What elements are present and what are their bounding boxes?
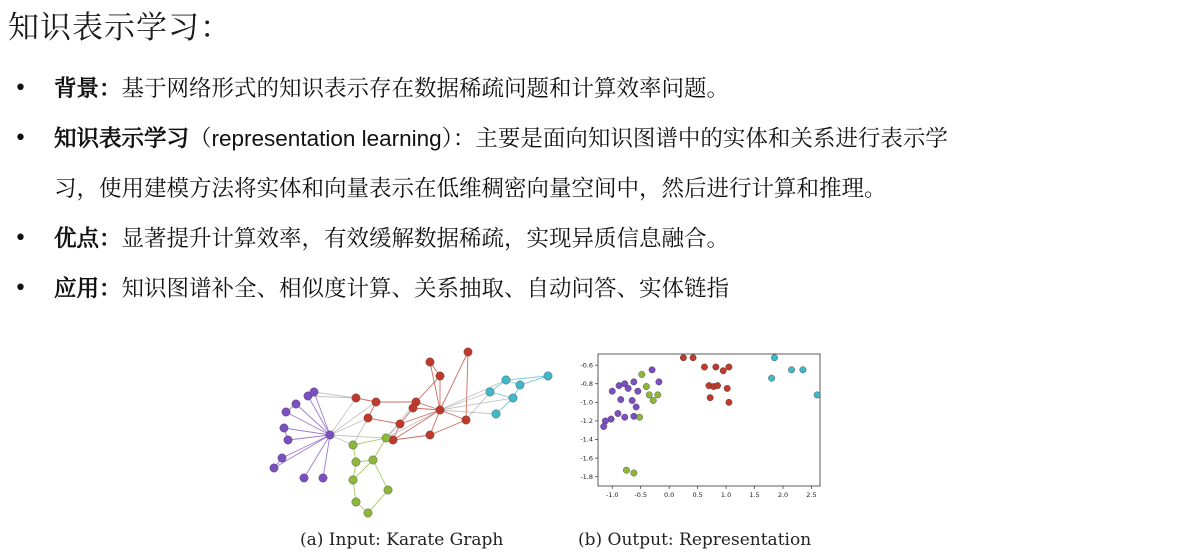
scatter-point xyxy=(714,382,720,388)
scatter-point xyxy=(635,388,641,394)
scatter-point xyxy=(656,379,662,385)
graph-node xyxy=(492,410,500,418)
graph-edge xyxy=(466,352,468,420)
bullet-label: 知识表示学习 xyxy=(54,126,190,152)
graph-node xyxy=(270,464,278,472)
scatter-point xyxy=(713,364,719,370)
caption-input: (a) Input: Karate Graph xyxy=(300,530,504,550)
graph-node xyxy=(462,416,470,424)
graph-edge xyxy=(288,435,330,440)
graph-node xyxy=(372,398,380,406)
scatter-point xyxy=(646,392,652,398)
scatter-point xyxy=(814,392,820,398)
bullet-label: 优点： xyxy=(54,226,122,252)
graph-node xyxy=(282,408,290,416)
graph-node xyxy=(436,406,444,414)
graph-node xyxy=(352,394,360,402)
graph-edge xyxy=(368,418,400,424)
y-tick-label: -1.2 xyxy=(580,417,593,426)
graph-node xyxy=(426,358,434,366)
x-tick-label: 0.5 xyxy=(692,491,703,499)
graph-node xyxy=(284,436,292,444)
slide-title: 知识表示学习： xyxy=(8,10,232,46)
scatter-point xyxy=(690,355,696,361)
scatter-point xyxy=(726,399,732,405)
scatter-point xyxy=(800,367,806,373)
scatter-point xyxy=(680,355,686,361)
bullet-text: 基于网络形式的知识表示存在数据稀疏问题和计算效率问题。 xyxy=(121,76,730,102)
y-tick-label: -1.8 xyxy=(580,472,593,481)
graph-node xyxy=(364,509,372,517)
bullet-label: 应用： xyxy=(54,276,122,302)
scatter-point xyxy=(623,467,629,473)
graph-edge xyxy=(353,438,386,445)
y-tick-label: -0.6 xyxy=(580,361,593,370)
x-tick-label: -0.5 xyxy=(634,491,648,499)
plot-frame xyxy=(598,354,820,486)
graph-node xyxy=(464,348,472,356)
x-tick-label: 1.0 xyxy=(720,491,732,499)
graph-edge xyxy=(274,435,330,468)
bullet-dot: • xyxy=(14,276,27,301)
x-tick-label: 2.0 xyxy=(777,491,789,499)
x-tick-label: -1.0 xyxy=(605,491,619,499)
scatter-point xyxy=(701,364,707,370)
bullet-continuation: 习，使用建模方法将实体和向量表示在低维稠密向量空间中，然后进行计算和推理。 xyxy=(54,176,887,202)
x-tick-label: 0.0 xyxy=(663,491,675,499)
scatter-point xyxy=(650,397,656,403)
scatter-point xyxy=(615,410,621,416)
graph-edge xyxy=(440,380,506,410)
scatter-point xyxy=(631,470,637,476)
scatter-point xyxy=(707,394,713,400)
graph-edge xyxy=(416,376,440,402)
graph-node xyxy=(369,456,377,464)
graph-node xyxy=(509,394,517,402)
scatter-point xyxy=(720,368,726,374)
scatter-point xyxy=(631,413,637,419)
graph-node xyxy=(384,486,392,494)
scatter-point xyxy=(643,383,649,389)
scatter-point xyxy=(616,382,622,388)
scatter-point xyxy=(622,414,628,420)
graph-node xyxy=(278,454,286,462)
graph-node xyxy=(426,431,434,439)
scatter-point xyxy=(633,404,639,410)
scatter-point xyxy=(629,397,635,403)
scatter-point xyxy=(726,364,732,370)
representation-scatter-plot xyxy=(568,348,828,508)
scatter-point xyxy=(639,371,645,377)
graph-node xyxy=(486,388,494,396)
scatter-point xyxy=(636,414,642,420)
scatter-point xyxy=(600,423,606,429)
graph-edge xyxy=(373,460,388,490)
graph-node xyxy=(280,424,288,432)
graph-edge xyxy=(353,418,368,445)
y-tick-label: -1.6 xyxy=(580,454,593,463)
bullet-label: 背景： xyxy=(54,76,122,102)
bullet-dot: • xyxy=(14,226,27,251)
scatter-point xyxy=(625,385,631,391)
graph-edge xyxy=(314,392,330,435)
scatter-point xyxy=(788,367,794,373)
bullet-dot: • xyxy=(14,76,27,101)
scatter-point xyxy=(618,396,624,402)
scatter-point xyxy=(655,392,661,398)
graph-node xyxy=(352,498,360,506)
graph-node xyxy=(319,474,327,482)
graph-node xyxy=(349,441,357,449)
y-tick-label: -1.0 xyxy=(580,398,593,407)
graph-node xyxy=(364,414,372,422)
graph-node xyxy=(292,400,300,408)
y-tick-label: -1.4 xyxy=(580,435,593,444)
graph-node xyxy=(352,458,360,466)
bullet-text: ：主要是面向知识图谱中的实体和关系进行表示学 xyxy=(452,126,948,152)
bullet-paren: （representation learning） xyxy=(189,126,453,151)
graph-node xyxy=(310,388,318,396)
graph-node xyxy=(516,381,524,389)
scatter-point xyxy=(771,355,777,361)
x-tick-label: 2.5 xyxy=(806,491,817,499)
y-tick-label: -0.8 xyxy=(580,379,593,388)
karate-graph xyxy=(268,340,568,525)
scatter-point xyxy=(724,385,730,391)
graph-node xyxy=(502,376,510,384)
scatter-point xyxy=(609,388,615,394)
caption-output: (b) Output: Representation xyxy=(578,530,812,550)
scatter-point xyxy=(608,416,614,422)
scatter-point xyxy=(768,375,774,381)
bullet-text: 知识图谱补全、相似度计算、关系抽取、自动问答、实体链指 xyxy=(121,276,730,302)
graph-node xyxy=(382,434,390,442)
bullet-dot: • xyxy=(14,126,27,151)
graph-edge xyxy=(368,490,388,513)
graph-node xyxy=(409,404,417,412)
graph-node xyxy=(544,372,552,380)
scatter-point xyxy=(631,379,637,385)
graph-node xyxy=(396,420,404,428)
karate-figure xyxy=(0,340,1178,555)
graph-node xyxy=(300,474,308,482)
graph-node xyxy=(326,431,334,439)
scatter-point xyxy=(649,367,655,373)
bullet-text: 显著提升计算效率，有效缓解数据稀疏，实现异质信息融合。 xyxy=(121,226,730,252)
x-tick-label: 1.5 xyxy=(749,491,760,499)
graph-node xyxy=(436,372,444,380)
graph-node xyxy=(349,476,357,484)
graph-edge xyxy=(393,435,430,440)
